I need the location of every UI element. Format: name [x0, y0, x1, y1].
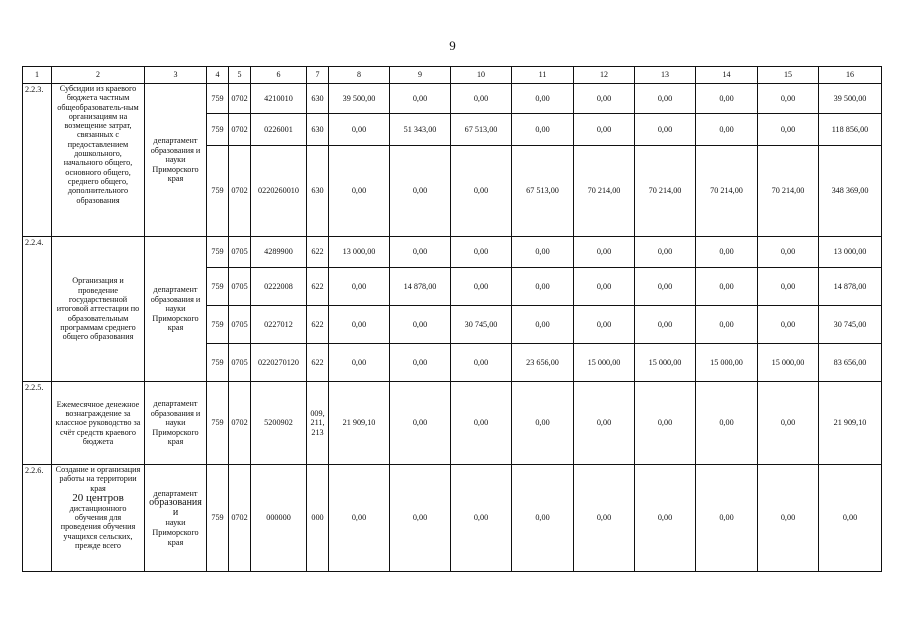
table-cell: 0,00	[574, 114, 635, 146]
table-cell: 83 656,00	[819, 344, 882, 382]
table-cell: 0,00	[819, 465, 882, 572]
table-cell: 0702	[229, 465, 251, 572]
table-cell: 0,00	[390, 146, 451, 237]
row-description: Ежемесячное денежное вознаграждение за классное руководство за счёт средств краевого бюджета	[52, 382, 145, 465]
row-description: Организация и проведение государственной итоговой аттестации по образовательным программам среднего общего образования	[52, 237, 145, 382]
table-cell: 30 745,00	[451, 306, 512, 344]
table-cell: 0702	[229, 146, 251, 237]
table-cell: 0227012	[251, 306, 307, 344]
table-cell: 15 000,00	[758, 344, 819, 382]
table-cell: 21 909,10	[819, 382, 882, 465]
table-cell: 0,00	[512, 84, 574, 114]
table-cell: 0,00	[696, 114, 758, 146]
table-cell: 0,00	[390, 306, 451, 344]
table-cell: 13 000,00	[329, 237, 390, 268]
table-cell: 0,00	[696, 382, 758, 465]
table-cell: 0,00	[635, 306, 696, 344]
table-cell: 0222008	[251, 268, 307, 306]
table-cell: 0,00	[758, 114, 819, 146]
table-cell: 759	[207, 268, 229, 306]
table-cell: 0,00	[451, 382, 512, 465]
table-cell: 39 500,00	[819, 84, 882, 114]
table-cell: 0,00	[329, 465, 390, 572]
table-cell: 0,00	[512, 382, 574, 465]
table-cell: 0,00	[635, 84, 696, 114]
table-cell: 67 513,00	[512, 146, 574, 237]
table-row	[23, 84, 882, 114]
table-cell: 0,00	[390, 344, 451, 382]
column-header: 14	[696, 67, 758, 84]
table-cell: 0,00	[635, 114, 696, 146]
row-code: 2.2.6.	[23, 465, 52, 572]
table-cell: 0,00	[390, 237, 451, 268]
table-cell: 759	[207, 306, 229, 344]
row-description: Субсидии из краевого бюджета частным общеобразователь-ным организациям на возмещение затрат, связанных с предоставлением дошкольного, начального общего, основного общего, среднего общего, дополнительного образования	[52, 84, 145, 237]
row-department: департамент образования и науки Приморского края	[145, 382, 207, 465]
table-cell: 0,00	[512, 114, 574, 146]
table-cell: 0,00	[451, 268, 512, 306]
table-cell: 0,00	[451, 465, 512, 572]
table-cell: 0702	[229, 382, 251, 465]
table-cell: 0,00	[329, 306, 390, 344]
column-header: 6	[251, 67, 307, 84]
column-header: 7	[307, 67, 329, 84]
description-part: Создание и организация работы на территории края	[55, 465, 141, 493]
department-part: департамент	[153, 488, 198, 498]
row-description	[52, 465, 145, 572]
table-row	[23, 382, 882, 465]
table-cell: 0,00	[329, 114, 390, 146]
table-cell: 759	[207, 84, 229, 114]
table-cell: 67 513,00	[451, 114, 512, 146]
table-cell: 0,00	[696, 268, 758, 306]
table-cell: 0220270120	[251, 344, 307, 382]
column-header: 13	[635, 67, 696, 84]
table-cell: 0,00	[758, 306, 819, 344]
table-cell: 0,00	[512, 237, 574, 268]
table-cell: 0,00	[635, 382, 696, 465]
table-cell: 15 000,00	[696, 344, 758, 382]
table-cell: 0220260010	[251, 146, 307, 237]
table-cell: 0,00	[512, 306, 574, 344]
table-cell: 15 000,00	[574, 344, 635, 382]
table-cell: 630	[307, 84, 329, 114]
column-header: 1	[23, 67, 52, 84]
table-cell: 0,00	[512, 465, 574, 572]
table-cell: 0,00	[574, 306, 635, 344]
table-cell: 0,00	[574, 237, 635, 268]
row-code: 2.2.4.	[23, 237, 52, 382]
column-header: 12	[574, 67, 635, 84]
table-cell: 0705	[229, 237, 251, 268]
column-header: 8	[329, 67, 390, 84]
table-cell: 0,00	[635, 465, 696, 572]
table-cell: 0,00	[635, 268, 696, 306]
table-cell: 622	[307, 268, 329, 306]
table-cell: 0,00	[451, 344, 512, 382]
table-cell: 0,00	[574, 268, 635, 306]
table-cell: 0,00	[451, 237, 512, 268]
table-cell: 15 000,00	[635, 344, 696, 382]
department-part: образования и	[149, 497, 202, 519]
table-cell: 0226001	[251, 114, 307, 146]
table-cell: 21 909,10	[329, 382, 390, 465]
table-cell: 0,00	[390, 465, 451, 572]
table-cell: 0,00	[329, 146, 390, 237]
row-code: 2.2.3.	[23, 84, 52, 237]
table-cell: 348 369,00	[819, 146, 882, 237]
table-row	[23, 237, 882, 268]
table-cell: 000000	[251, 465, 307, 572]
table-cell: 39 500,00	[329, 84, 390, 114]
table-cell: 759	[207, 344, 229, 382]
table-cell: 0,00	[758, 237, 819, 268]
table-cell: 0,00	[451, 146, 512, 237]
column-header: 11	[512, 67, 574, 84]
row-code: 2.2.5.	[23, 382, 52, 465]
table-cell: 30 745,00	[819, 306, 882, 344]
column-header: 2	[52, 67, 145, 84]
table-cell: 630	[307, 146, 329, 237]
row-department	[145, 465, 207, 572]
table-cell: 0,00	[329, 344, 390, 382]
table-cell: 759	[207, 114, 229, 146]
table-cell: 0,00	[696, 306, 758, 344]
table-cell: 0,00	[758, 465, 819, 572]
table-cell: 759	[207, 465, 229, 572]
column-header: 16	[819, 67, 882, 84]
table-cell: 630	[307, 114, 329, 146]
table-cell: 70 214,00	[758, 146, 819, 237]
table-cell: 0,00	[758, 382, 819, 465]
table-cell: 70 214,00	[696, 146, 758, 237]
table-cell: 70 214,00	[635, 146, 696, 237]
table-cell: 0,00	[696, 84, 758, 114]
budget-table	[22, 66, 882, 572]
row-department: департамент образования и науки Приморского края	[145, 84, 207, 237]
table-cell: 622	[307, 306, 329, 344]
description-part: 20 центров	[72, 491, 124, 504]
column-header: 9	[390, 67, 451, 84]
table-cell: 14 878,00	[819, 268, 882, 306]
table-cell: 0,00	[696, 465, 758, 572]
table-cell: 13 000,00	[819, 237, 882, 268]
column-header: 4	[207, 67, 229, 84]
table-cell: 759	[207, 146, 229, 237]
table-cell: 118 856,00	[819, 114, 882, 146]
table-cell: 0,00	[512, 268, 574, 306]
table-cell: 0702	[229, 84, 251, 114]
header-row	[23, 67, 882, 84]
column-header: 15	[758, 67, 819, 84]
table-cell: 0,00	[574, 382, 635, 465]
column-header: 5	[229, 67, 251, 84]
table-cell: 14 878,00	[390, 268, 451, 306]
table-cell: 759	[207, 237, 229, 268]
table-cell: 0,00	[758, 84, 819, 114]
table-cell: 4289900	[251, 237, 307, 268]
column-header: 10	[451, 67, 512, 84]
table-cell: 622	[307, 237, 329, 268]
table-cell: 759	[207, 382, 229, 465]
table-cell: 0,00	[329, 268, 390, 306]
table-cell: 70 214,00	[574, 146, 635, 237]
table-cell: 23 656,00	[512, 344, 574, 382]
row-department: департамент образования и науки Приморского края	[145, 237, 207, 382]
table-cell: 0705	[229, 306, 251, 344]
table-cell: 51 343,00	[390, 114, 451, 146]
table-cell: 009, 211, 213	[307, 382, 329, 465]
table-cell: 622	[307, 344, 329, 382]
department-part: науки Приморского края	[152, 518, 199, 547]
table-cell: 0,00	[390, 382, 451, 465]
table-cell: 0,00	[574, 465, 635, 572]
table-cell: 0705	[229, 268, 251, 306]
table-cell: 0,00	[574, 84, 635, 114]
table-cell: 0,00	[390, 84, 451, 114]
table-row	[23, 465, 882, 572]
table-cell: 5200902	[251, 382, 307, 465]
table-cell: 0705	[229, 344, 251, 382]
table-cell: 0,00	[758, 268, 819, 306]
description-part: дистанционного обучения для проведения обучения учащихся сельских, прежде всего	[60, 503, 136, 551]
table-cell: 0,00	[451, 84, 512, 114]
table-cell: 0702	[229, 114, 251, 146]
table-cell: 000	[307, 465, 329, 572]
page-number: 9	[449, 38, 456, 53]
table-cell: 0,00	[696, 237, 758, 268]
table-cell: 4210010	[251, 84, 307, 114]
table-cell: 0,00	[635, 237, 696, 268]
column-header: 3	[145, 67, 207, 84]
